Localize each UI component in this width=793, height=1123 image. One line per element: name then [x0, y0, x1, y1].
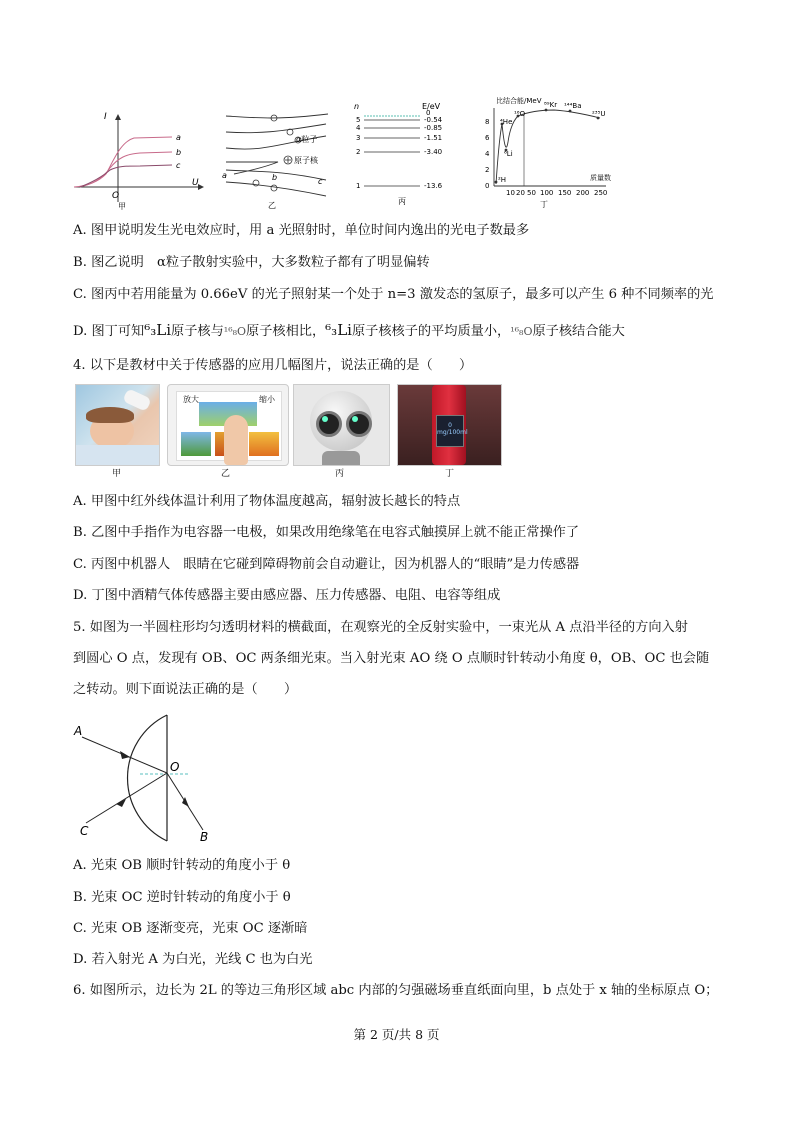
- figure-ding: [480, 94, 620, 212]
- q5-stem-line1: 5. 如图为一半圆柱形均匀透明材料的横截面，在观察光的全反射实验中，一束光从 A 点沿半径的方向入射: [73, 620, 688, 635]
- xtick-20: 20: [516, 189, 525, 197]
- nuclide-ba: ¹⁴⁴Ba: [564, 102, 582, 110]
- ytick-2: 2: [485, 166, 490, 174]
- figure-yi: [218, 110, 338, 210]
- curve-a-label: a: [176, 133, 181, 142]
- q4-option-b: B. 乙图中手指作为电容器一电极，如果改用绝缘笔在电容式触摸屏上就不能正常操作了: [73, 525, 580, 540]
- level-inf-e: 0: [426, 109, 431, 117]
- nuclide-li: ⁶Li: [504, 150, 513, 158]
- ytick-8: 8: [485, 118, 490, 126]
- q4-caption-jia: 甲: [112, 469, 122, 479]
- axis-u-label: U: [192, 178, 199, 188]
- q5-figure: [68, 705, 228, 845]
- q5-option-a: A. 光束 OB 顺时针转动的角度小于 θ: [73, 858, 291, 873]
- ytick-6: 6: [485, 134, 490, 142]
- nucleus-label: 原子核: [294, 156, 318, 165]
- label-b: b: [272, 173, 278, 182]
- ding-ylabel: 比结合能/MeV: [496, 97, 542, 105]
- level-2-e: -3.40: [424, 148, 443, 156]
- page-number: 第 2 页/共 8 页: [353, 1027, 440, 1042]
- xtick-50: 50: [527, 189, 536, 197]
- level-1-n: 1: [356, 182, 361, 190]
- xtick-250: 250: [594, 189, 608, 197]
- caption-ding: 丁: [540, 200, 548, 209]
- xtick-10: 10: [506, 189, 515, 197]
- xtick-200: 200: [576, 189, 590, 197]
- label-a: a: [222, 171, 227, 180]
- caption-jia: 甲: [118, 202, 126, 210]
- e-label: E/eV: [422, 102, 441, 111]
- figure-jia: [68, 112, 204, 210]
- nuclide-u: ²³⁵U: [592, 110, 606, 118]
- q3-d-pre: D. 图丁可知: [73, 324, 145, 339]
- n-label: n: [354, 102, 360, 111]
- level-5-n: 5: [356, 116, 361, 124]
- curve-b-label: b: [176, 148, 182, 157]
- q3-d-li2: ⁶₃Li: [325, 321, 352, 339]
- q3-option-c: C. 图丙中若用能量为 0.66eV 的光子照射某一个处于 n=3 激发态的氢原子，最多可以产生 6 种不同频率的光: [73, 287, 714, 302]
- axis-i-label: I: [104, 112, 107, 122]
- xtick-150: 150: [558, 189, 572, 197]
- meter-reading: 0 mg/100ml: [437, 422, 468, 436]
- curve-c-label: c: [176, 161, 181, 170]
- q3-d-end: 原子核结合能大: [532, 324, 625, 339]
- q4-option-c: C. 丙图中机器人 眼睛在它碰到障碍物前会自动避让，因为机器人的“眼睛”是力传感器: [73, 557, 580, 572]
- q3-d-o2: ¹⁶₈O: [510, 325, 533, 338]
- photo-jia: [75, 384, 160, 466]
- figure-bing: [350, 100, 460, 208]
- q5-option-b: B. 光束 OC 逆时针转动的角度小于 θ: [73, 890, 291, 905]
- level-5-e: -0.54: [424, 116, 443, 124]
- level-3-n: 3: [356, 134, 361, 142]
- q5-label-o: O: [170, 760, 180, 774]
- ytick-0: 0: [485, 182, 490, 190]
- zoom-in-label: 放大: [183, 395, 199, 404]
- nuclide-kr: ⁸⁹Kr: [544, 101, 558, 109]
- q4-caption-ding: 丁: [445, 469, 455, 479]
- level-4-n: 4: [356, 124, 361, 132]
- q5-option-c: C. 光束 OB 逐渐变亮，光束 OC 逐渐暗: [73, 921, 308, 936]
- nuclide-h: ²H: [498, 176, 507, 184]
- q3-option-d: [73, 321, 625, 341]
- caption-bing: 丙: [398, 197, 406, 206]
- level-1-e: -13.6: [424, 182, 443, 190]
- q3-d-mid3: 原子核核子的平均质量小，: [351, 324, 511, 339]
- q4-caption-bing: 丙: [335, 469, 345, 479]
- q4-caption-yi: 乙: [221, 469, 231, 479]
- xtick-100: 100: [540, 189, 554, 197]
- q4-option-a: A. 甲图中红外线体温计利用了物体温度越高，辐射波长越长的特点: [73, 494, 461, 509]
- q4-option-d: D. 丁图中酒精气体传感器主要由感应器、压力传感器、电阻、电容等组成: [73, 588, 501, 603]
- q5-stem-line2: 到圆心 O 点，发现有 OB、OC 两条细光束。当入射光束 AO 绕 O 点顺时针转动小角度 θ，OB、OC 也会随: [73, 651, 710, 666]
- q5-label-c: C: [80, 824, 89, 838]
- ding-xlabel: 质量数: [590, 174, 611, 182]
- q5-stem-line3: 之转动。则下面说法正确的是（ ）: [73, 682, 298, 697]
- ytick-4: 4: [485, 150, 490, 158]
- q6-stem: 6. 如图所示，边长为 2L 的等边三角形区域 abc 内部的匀强磁场垂直纸面向里，b 点处于 x 轴的坐标原点 O；: [73, 983, 719, 998]
- alpha-label: α粒子: [296, 135, 318, 144]
- nuclide-o: ¹⁶O: [514, 110, 526, 118]
- q4-stem: 4. 以下是教材中关于传感器的应用几幅图片，说法正确的是（ ）: [73, 358, 473, 373]
- q3-d-li: ⁶₃Li: [144, 321, 172, 339]
- origin-label: O: [112, 191, 120, 201]
- label-c: c: [318, 177, 323, 186]
- level-3-e: -1.51: [424, 134, 443, 142]
- caption-yi: 乙: [268, 201, 276, 210]
- nuclide-he: ⁴He: [500, 118, 513, 126]
- q3-d-o: ¹⁶₈O: [223, 325, 247, 338]
- q3-option-b: B. 图乙说明 α粒子散射实验中，大多数粒子都有了明显偏转: [73, 255, 430, 270]
- photo-yi: [167, 384, 289, 466]
- q5-label-a: A: [74, 724, 83, 738]
- q5-label-b: B: [200, 830, 209, 844]
- q3-d-mid1: 原子核与: [171, 324, 224, 339]
- q5-option-d: D. 若入射光 A 为白光，光线 C 也为白光: [73, 952, 313, 967]
- q3-option-a: A. 图甲说明发生光电效应时，用 a 光照射时，单位时间内逸出的光电子数最多: [73, 223, 530, 238]
- level-2-n: 2: [356, 148, 361, 156]
- photo-ding: [397, 384, 502, 466]
- level-4-e: -0.85: [424, 124, 443, 132]
- zoom-out-label: 缩小: [259, 395, 275, 404]
- photo-bing: [293, 384, 390, 466]
- q3-d-mid2: 原子核相比，: [246, 324, 326, 339]
